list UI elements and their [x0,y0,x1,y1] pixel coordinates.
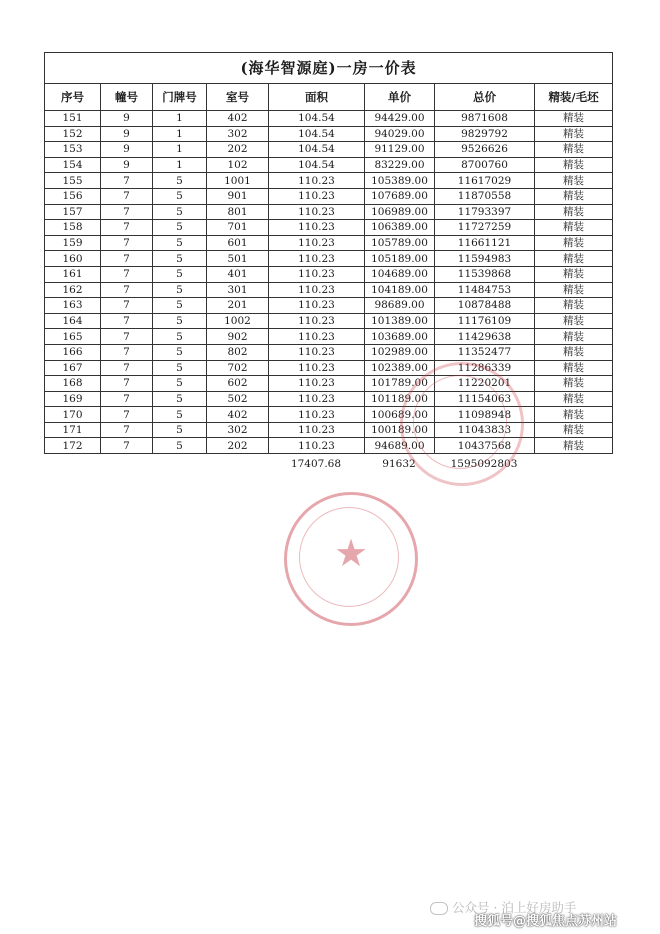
cell-building: 7 [101,391,153,407]
cell-gate: 5 [153,204,207,220]
cell-seq: 164 [45,313,101,329]
cell-gate: 5 [153,407,207,423]
cell-area: 110.23 [269,173,365,189]
header-finish: 精装/毛坯 [535,84,613,111]
cell-unit-price: 102989.00 [365,344,435,360]
cell-area: 110.23 [269,220,365,236]
cell-total-price: 11594983 [435,251,535,267]
cell-total-price: 11539868 [435,266,535,282]
cell-area: 110.23 [269,251,365,267]
cell-total-price: 11484753 [435,282,535,298]
cell-unit-price: 106389.00 [365,220,435,236]
cell-finish: 精装 [535,235,613,251]
cell-finish: 精装 [535,111,613,127]
cell-building: 7 [101,204,153,220]
cell-area: 104.54 [269,126,365,142]
cell-seq: 170 [45,407,101,423]
cell-total-price: 10437568 [435,438,535,454]
cell-seq: 154 [45,157,101,173]
cell-building: 7 [101,220,153,236]
cell-finish: 精装 [535,251,613,267]
cell-seq: 162 [45,282,101,298]
cell-finish: 精装 [535,266,613,282]
cell-seq: 171 [45,422,101,438]
cell-gate: 5 [153,329,207,345]
total-area: 17407.68 [290,458,342,471]
cell-unit-price: 105789.00 [365,235,435,251]
cell-unit-price: 104689.00 [365,266,435,282]
cell-finish: 精装 [535,313,613,329]
cell-area: 110.23 [269,407,365,423]
cell-building: 7 [101,282,153,298]
table-row [45,126,613,142]
cell-area: 110.23 [269,298,365,314]
cell-gate: 5 [153,282,207,298]
cell-gate: 5 [153,422,207,438]
cell-building: 7 [101,235,153,251]
cell-gate: 5 [153,266,207,282]
cell-total-price: 11154063 [435,391,535,407]
cell-total-price: 11617029 [435,173,535,189]
table-row [45,298,613,314]
cell-total-price: 11870558 [435,188,535,204]
cell-unit-price: 83229.00 [365,157,435,173]
cell-total-price: 11727259 [435,220,535,236]
cell-finish: 精装 [535,391,613,407]
cell-finish: 精装 [535,188,613,204]
cell-unit-price: 100689.00 [365,407,435,423]
cell-area: 110.23 [269,313,365,329]
header-area: 面积 [269,84,365,111]
cell-seq: 166 [45,344,101,360]
cell-building: 7 [101,251,153,267]
header-room: 室号 [207,84,269,111]
cell-building: 7 [101,407,153,423]
cell-area: 110.23 [269,235,365,251]
cell-area: 110.23 [269,376,365,392]
cell-seq: 168 [45,376,101,392]
wechat-icon [430,902,448,915]
cell-unit-price: 106989.00 [365,204,435,220]
cell-area: 110.23 [269,422,365,438]
cell-building: 7 [101,188,153,204]
table-row [45,142,613,158]
cell-room: 802 [207,344,269,360]
cell-building: 7 [101,313,153,329]
cell-gate: 5 [153,391,207,407]
cell-room: 102 [207,157,269,173]
cell-total-price: 11352477 [435,344,535,360]
cell-gate: 5 [153,220,207,236]
header-total-price: 总价 [435,84,535,111]
cell-total-price: 11286339 [435,360,535,376]
cell-finish: 精装 [535,329,613,345]
table-row [45,376,613,392]
totals-row [44,458,612,470]
cell-room: 701 [207,220,269,236]
cell-unit-price: 101789.00 [365,376,435,392]
cell-seq: 158 [45,220,101,236]
cell-finish: 精装 [535,204,613,220]
cell-total-price: 11429638 [435,329,535,345]
cell-room: 1001 [207,173,269,189]
table-row [45,313,613,329]
cell-total-price: 11220201 [435,376,535,392]
cell-unit-price: 94029.00 [365,126,435,142]
cell-gate: 5 [153,376,207,392]
cell-seq: 156 [45,188,101,204]
cell-building: 9 [101,157,153,173]
cell-room: 1002 [207,313,269,329]
table-row [45,251,613,267]
cell-room: 302 [207,126,269,142]
table-body [45,111,613,454]
average-unit-price: 91632 [382,458,416,471]
cell-seq: 159 [45,235,101,251]
cell-finish: 精装 [535,360,613,376]
table-row [45,282,613,298]
cell-room: 602 [207,376,269,392]
cell-seq: 160 [45,251,101,267]
cell-building: 7 [101,266,153,282]
cell-total-price: 9871608 [435,111,535,127]
seal-star-icon: ★ [333,531,369,575]
cell-room: 402 [207,111,269,127]
official-seal [284,492,418,626]
price-sheet [44,52,612,470]
cell-room: 202 [207,438,269,454]
table-row [45,220,613,236]
cell-unit-price: 101389.00 [365,313,435,329]
cell-area: 110.23 [269,438,365,454]
grand-total-price: 1595092803 [450,458,518,471]
cell-building: 7 [101,298,153,314]
cell-building: 7 [101,344,153,360]
cell-total-price: 8700760 [435,157,535,173]
cell-unit-price: 103689.00 [365,329,435,345]
cell-unit-price: 105189.00 [365,251,435,267]
cell-gate: 5 [153,251,207,267]
cell-room: 702 [207,360,269,376]
cell-total-price: 11661121 [435,235,535,251]
cell-building: 7 [101,438,153,454]
cell-gate: 5 [153,360,207,376]
table-row [45,204,613,220]
cell-total-price: 11098948 [435,407,535,423]
cell-seq: 161 [45,266,101,282]
cell-room: 601 [207,235,269,251]
table-row [45,329,613,345]
table-row [45,188,613,204]
header-row [45,84,613,111]
cell-seq: 153 [45,142,101,158]
table-row [45,407,613,423]
cell-area: 110.23 [269,282,365,298]
header-unit-price: 单价 [365,84,435,111]
cell-total-price: 11793397 [435,204,535,220]
cell-area: 110.23 [269,344,365,360]
table-row [45,438,613,454]
cell-finish: 精装 [535,220,613,236]
cell-building: 7 [101,360,153,376]
table-title: (海华智源庭)一房一价表 [45,53,613,84]
cell-total-price: 11043833 [435,422,535,438]
cell-finish: 精装 [535,298,613,314]
cell-seq: 172 [45,438,101,454]
cell-unit-price: 91129.00 [365,142,435,158]
cell-area: 110.23 [269,391,365,407]
header-gate: 门牌号 [153,84,207,111]
cell-seq: 157 [45,204,101,220]
cell-unit-price: 101189.00 [365,391,435,407]
source-credit: 搜狐号@搜狐焦点苏州站 [474,914,618,929]
cell-gate: 1 [153,126,207,142]
cell-unit-price: 94689.00 [365,438,435,454]
cell-finish: 精装 [535,422,613,438]
cell-finish: 精装 [535,142,613,158]
cell-seq: 155 [45,173,101,189]
cell-total-price: 9526626 [435,142,535,158]
watermark-text: 公众号 · 泊上好房助手 [452,900,577,915]
cell-building: 7 [101,422,153,438]
cell-area: 104.54 [269,157,365,173]
table-row [45,235,613,251]
cell-building: 9 [101,142,153,158]
cell-room: 402 [207,407,269,423]
cell-finish: 精装 [535,126,613,142]
cell-area: 110.23 [269,188,365,204]
cell-room: 502 [207,391,269,407]
cell-area: 110.23 [269,204,365,220]
cell-finish: 精装 [535,438,613,454]
cell-building: 7 [101,376,153,392]
cell-building: 9 [101,111,153,127]
cell-building: 9 [101,126,153,142]
table-row [45,360,613,376]
cell-finish: 精装 [535,157,613,173]
table-row [45,344,613,360]
cell-area: 110.23 [269,266,365,282]
cell-room: 901 [207,188,269,204]
cell-finish: 精装 [535,173,613,189]
header-seq: 序号 [45,84,101,111]
cell-unit-price: 100189.00 [365,422,435,438]
cell-gate: 5 [153,235,207,251]
cell-finish: 精装 [535,282,613,298]
cell-unit-price: 105389.00 [365,173,435,189]
cell-total-price: 9829792 [435,126,535,142]
cell-area: 110.23 [269,360,365,376]
cell-seq: 152 [45,126,101,142]
cell-gate: 5 [153,344,207,360]
cell-building: 7 [101,329,153,345]
cell-room: 302 [207,422,269,438]
cell-total-price: 11176109 [435,313,535,329]
cell-unit-price: 107689.00 [365,188,435,204]
cell-seq: 163 [45,298,101,314]
cell-gate: 5 [153,438,207,454]
table-row [45,266,613,282]
cell-seq: 165 [45,329,101,345]
cell-seq: 167 [45,360,101,376]
cell-room: 902 [207,329,269,345]
cell-gate: 1 [153,142,207,158]
table-row [45,173,613,189]
cell-building: 7 [101,173,153,189]
cell-gate: 1 [153,157,207,173]
cell-gate: 5 [153,313,207,329]
cell-finish: 精装 [535,376,613,392]
cell-room: 801 [207,204,269,220]
price-table [44,52,613,454]
cell-gate: 1 [153,111,207,127]
header-building: 幢号 [101,84,153,111]
cell-unit-price: 98689.00 [365,298,435,314]
cell-area: 110.23 [269,329,365,345]
cell-gate: 5 [153,173,207,189]
cell-room: 501 [207,251,269,267]
cell-total-price: 10878488 [435,298,535,314]
cell-finish: 精装 [535,344,613,360]
cell-seq: 169 [45,391,101,407]
cell-unit-price: 94429.00 [365,111,435,127]
cell-unit-price: 104189.00 [365,282,435,298]
cell-area: 104.54 [269,111,365,127]
cell-room: 301 [207,282,269,298]
table-row [45,157,613,173]
cell-room: 202 [207,142,269,158]
cell-finish: 精装 [535,407,613,423]
table-row [45,391,613,407]
cell-room: 401 [207,266,269,282]
cell-seq: 151 [45,111,101,127]
cell-unit-price: 102389.00 [365,360,435,376]
table-row [45,422,613,438]
cell-gate: 5 [153,298,207,314]
cell-gate: 5 [153,188,207,204]
table-row [45,111,613,127]
cell-area: 104.54 [269,142,365,158]
cell-room: 201 [207,298,269,314]
